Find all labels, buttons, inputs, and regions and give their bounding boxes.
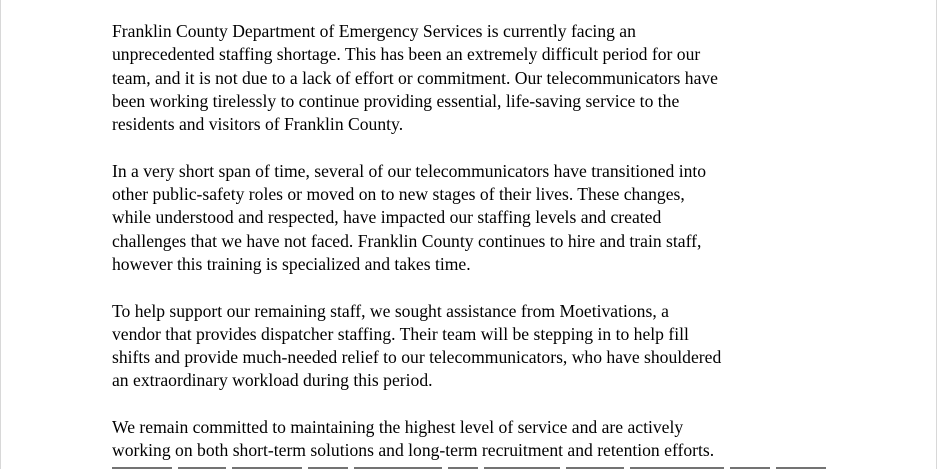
paragraph-transitions <box>112 160 842 276</box>
paragraph-vendor-assistance <box>112 300 842 393</box>
text-line: Franklin County Department of Emergency Services is currently facing an <box>112 21 636 41</box>
paragraph-commitment <box>112 416 842 469</box>
text-line: shifts and provide much-needed relief to our telecommunicators, who have shouldered <box>112 347 722 368</box>
paragraph-staffing-shortage <box>112 20 842 136</box>
text-line: however this training is specialized and takes time. <box>112 253 471 274</box>
text-line: an extraordinary workload during this period. <box>112 370 433 391</box>
text-line: while understood and respected, have impacted our staffing levels and created <box>112 207 662 228</box>
text-line: other public-safety roles or moved on to new stages of their lives. These changes, <box>112 184 685 205</box>
text-line: unprecedented staffing shortage. This has been an extremely difficult period for our <box>112 44 701 65</box>
text-line: vendor that provides dispatcher staffing. Their team will be stepping in to help fill <box>112 323 689 344</box>
document-body <box>112 20 842 469</box>
text-line: challenges that we have not faced. Franklin County continues to hire and train staff, <box>112 230 702 251</box>
text-line: working on both short-term solutions and long-term recruitment and retention efforts. <box>112 440 715 461</box>
text-line: To help support our remaining staff, we sought assistance from Moetivations, a <box>112 300 669 321</box>
text-line: In a very short span of time, several of our telecommunicators have transitioned into <box>112 160 707 181</box>
truncated-text-line <box>112 463 842 469</box>
text-line: been working tirelessly to continue providing essential, life-saving service to the <box>112 90 680 111</box>
text-line: residents and visitors of Franklin County. <box>112 114 404 135</box>
text-line: team, and it is not due to a lack of effort or commitment. Our telecommunicators have <box>112 67 718 88</box>
text-line: We remain committed to maintaining the highest level of service and are actively <box>112 417 684 438</box>
